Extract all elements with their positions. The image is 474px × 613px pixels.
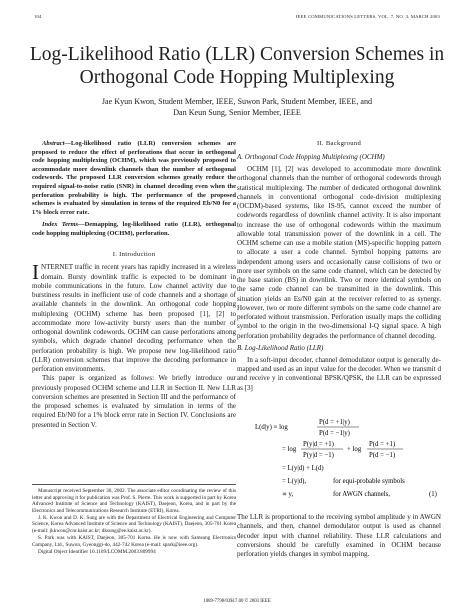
- eq-frac3-num: P(d = +1): [369, 441, 396, 448]
- footnote-affiliation-2: S. Park was with KAIST, Daejeon, 305-701 Korea. He is now with Samsung Electronics Company, Ltd., Suwon, Gyeonggi-do, 442-742 Korea (e-mail: spark@ieee.org).: [32, 535, 236, 548]
- llr-paragraph-1: In a soft-input decoder, channel demodulator output is generally de-mapped and used as an input value for the decoder. When we transmit d and receive y in conventional BPSK/QPSK, the LLR can be expressed as [3]: [237, 355, 441, 392]
- subsection-heading-ochm: A. Orthogonal Code Hopping Multiplexing (OCHM): [237, 152, 385, 161]
- equation-svg: [255, 414, 445, 510]
- page-number: 104: [34, 14, 42, 19]
- background-paragraph: OCHM [1], [2] was developed to accommodate more downlink orthogonal channels than the number of orthogonal codewords through statistical multiplexing. The number of dedicated orthogonal downlink channels in conventional orthogonal code-division multiplexing (OCDM)-based systems, like IS-95, cannot exceed the number of codewords regardless of downlink channel activity. It is also important to increase the use of orthogonal codewords within the maximum allowable total transmission power of the downlink in a cell. The OCHM scheme can use a mobile station (MS)-specific hopping pattern to allocate a user a code channel. Symbol hopping patterns are independent among users and occasionally cause collisions of two or more user symbols on the same code channel, which can be detected by the base station (BS) in downlink. Two or more identical symbols on the same code channel can be transmitted in the downlink. This situation yields an Es/N0 gain at the receiver referred to as synergy. However, two or more different symbols on the same code channel are perforated without transmission. Perforation usually maps the colliding symbol to the origin in the two-dimensional I-Q signal space. A high perforation probability degrades the performance of channel decoding.: [237, 165, 441, 340]
- eq-frac2-num: P(y|d = +1): [303, 441, 334, 448]
- index-terms: [32, 221, 236, 238]
- title-line-1: Log-Likelihood Ratio (LLR) Conversion Schemes in: [29, 44, 445, 65]
- eq-line4-note: for equi-probable symbols: [333, 478, 405, 485]
- index-terms-text: Demapping, log-likelihood ratio (LLR), orthogonal code hopping multiplexing (OCHM), perforation.: [32, 221, 236, 237]
- drop-cap: I: [32, 260, 39, 285]
- section-heading-introduction: I. Introduction: [112, 250, 156, 258]
- index-terms-label: Index Terms—: [42, 221, 85, 229]
- eq-line2-prefix: = log: [282, 446, 297, 453]
- abstract: [32, 140, 236, 217]
- eq-frac1-den: P(d = −1|y): [319, 430, 350, 437]
- equation-1: [255, 414, 445, 510]
- eq-frac3-den: P(d = −1): [369, 452, 396, 459]
- intro-paragraph-1: [32, 260, 236, 374]
- footnote-affiliation-1: J. K. Kwon and D. K. Sung are with the Department of Electrical Engineering and Computer Science, Korea Advanced Institute of Science and Technology (KAIST), Daejeon, 305-701 Korea (e-mail: jkkwon@cnr.kaist.ac.kr; dksung@ee.kaist.ac.kr).: [32, 514, 236, 535]
- eq-plus-log: + log: [347, 446, 362, 453]
- running-header: [34, 14, 440, 22]
- intro-paragraph-1-text: NTERNET traffic in recent years has rapidly increased in a wireless domain. Bursty downlink traffic is expected to be dominant in mobile communications in the future. Low channel activity due to burstiness results in inefficient use of code channels and a shortage of available channels in the downlink. An orthogonal code hopping multiplexing (OCHM) scheme has been proposed [1], [2] to accommodate more low-activity bursty users than the number of orthogonal downlink codewords. OCHM can cause perforations among symbols, which degrade channel decoding performance when the perforation probability is high. We propose new log-likelihood ratio (LLR) conversion schemes that improve the decoding performance in perforation environments.: [32, 263, 236, 374]
- left-column: [32, 140, 236, 430]
- eq-frac1-num: P(d = +1|y): [319, 419, 350, 426]
- footnote-manuscript: Manuscript received September 30, 2002. The associate editor coordinating the review of this letter and approving it for publication was Prof. S. Pierre. This work is supported in part by Korea Advanced Institute of Science and Technology (KAIST), Daejeon, Korea, and in part by the Electronics and Telecommunications Research Institute (ETRI), Korea.: [32, 488, 236, 514]
- paper-title: [20, 43, 454, 89]
- journal-name: IEEE COMMUNICATIONS LETTERS, VOL. 7, NO. 3, MARCH 2003: [295, 14, 440, 19]
- eq-line3: = L(y|d) + L(d): [282, 465, 324, 472]
- eq-line5-note: for AWGN channels,: [333, 491, 391, 498]
- author-list: [40, 97, 434, 118]
- right-column: [237, 140, 441, 393]
- footnotes: [32, 484, 236, 556]
- eq-lhs: L(d|y) ≡ log: [255, 424, 288, 431]
- copyright-footer: 1089-7798/03$17.00 © 2003 IEEE: [203, 599, 271, 604]
- title-line-2: Orthogonal Code Hopping Multiplexing: [79, 67, 395, 88]
- eq-line4: = L(y|d),: [282, 478, 307, 485]
- llr-paragraph-2-block: [237, 513, 441, 559]
- llr-paragraph-2: The LLR is proportional to the receiving symbol amplitude y in AWGN channels, and then, channel demodulator output is used as channel decoder input with channel reliability. These LLR calculations and conversions should be carefully examined in OCHM because perforation yields changes in symbol mapping.: [237, 513, 441, 558]
- authors-line-2: Dan Keun Sung, Senior Member, IEEE: [173, 107, 301, 117]
- subsection-heading-llr: B. Log-Likelihood Ratio (LLR): [237, 343, 324, 352]
- abstract-label: Abstract—: [42, 140, 71, 147]
- eq-frac2-den: P(y|d = −1): [303, 452, 334, 459]
- abstract-text: Log-likelihood ratio (LLR) conversion schemes are proposed to reduce the effect of perforations that occur in orthogonal code hopping multiplexing (OCHM), which was previously proposed to accommodate more downlink channels than the number of orthogonal codewords. The proposed LLR conversion schemes greatly reduce the required signal-to-noise ratio (SNR) in channel decoding even when the perforation probability is high. The performance of the proposed schemes is evaluated by simulation in terms of the required Eb/N0 for a 1% block error rate.: [32, 140, 236, 216]
- section-heading-background: II. Background: [316, 140, 362, 147]
- authors-line-1: Jae Kyun Kwon, Student Member, IEEE, Suwon Park, Student Member, IEEE, and: [101, 97, 373, 106]
- eq-number: (1): [429, 491, 437, 498]
- footnote-doi: Digital Object Identifier 10.1109/LCOMM.2003.809994: [38, 548, 156, 555]
- intro-paragraph-2: This paper is organized as follows: We briefly introduce our previously proposed OCHM scheme and LLR in Section II. New LLR conversion schemes are presented in Section III and the performance of the proposed schemes is evaluated by simulation in terms of the required Eb/N0 for a 1% block error rate in Section IV. Conclusions are presented in Section V.: [32, 374, 236, 429]
- eq-line5: ∝ y,: [282, 491, 294, 498]
